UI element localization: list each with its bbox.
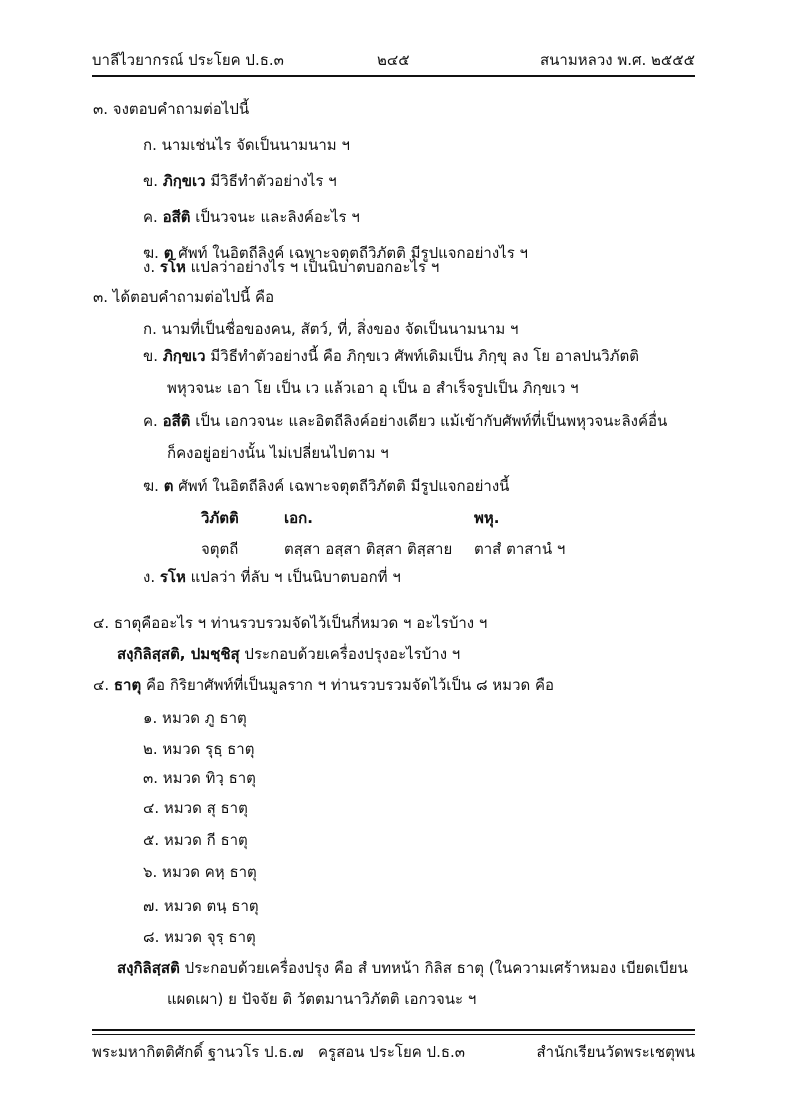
header-right: สนามหลวง พ.ศ. ๒๕๕๕: [540, 51, 695, 69]
item-text: เป็น เอกวจนะ และอิตถีลิงค์อย่างเดียว แม้เข้ากับศัพท์ที่เป็นพหุวจนะลิงค์อื่น: [190, 412, 668, 430]
item-text: เป็นวจนะ และลิงค์อะไร ฯ: [190, 208, 360, 226]
answer-4-final-text: ประกอบด้วยเครื่องปรุง คือ สํ บทหน้า กิลิส ธาตุ (ในความเศร้าหมอง เบียดเบียน: [179, 959, 688, 977]
table-header-case: วิภัตติ: [201, 509, 239, 527]
dhatu-group-item: ๔. หมวด สุ ธาตุ: [143, 799, 248, 817]
answer-3-item-e: [143, 566, 401, 588]
item-marker: ฆ.: [143, 477, 159, 495]
item-text: ศัพท์ ในอิตถีลิงค์ เฉพาะจตุตถีวิภัตติ มีรูปแจกอย่างไร ฯ: [173, 244, 528, 262]
answer-3-item-c: [143, 410, 667, 432]
answer-3-item-b: [143, 345, 639, 367]
header-rule: [92, 75, 695, 77]
item-marker: ก.: [143, 136, 157, 154]
page-footer: [92, 1040, 695, 1064]
footer-center: ครูสอน ประโยค ป.ธ.๓: [318, 1043, 466, 1061]
question-3-item-b: [143, 170, 337, 192]
item-marker: ค.: [143, 412, 158, 430]
item-term: อสีติ: [162, 208, 191, 226]
dhatu-group-item: ๕. หมวด กี ธาตุ: [143, 831, 248, 849]
item-term: รโห: [159, 568, 186, 586]
footer-rule-top: [92, 1029, 695, 1031]
question-4-terms: สงฺกิลิสฺสติ, ปมชฺชิสุ: [117, 645, 240, 663]
table-row-plural: ตาสํ ตาสานํ ฯ: [474, 540, 566, 558]
item-text: นามเช่นไร จัดเป็นนามนาม ฯ: [161, 136, 350, 154]
question-3-item-e: [143, 256, 439, 278]
item-text: มีวิธีทำตัวอย่างไร ฯ: [205, 172, 337, 190]
item-marker: ค.: [143, 208, 158, 226]
question-3-item-c: [143, 206, 360, 228]
item-marker: ก.: [143, 320, 157, 338]
item-marker: ฆ.: [143, 244, 159, 262]
answer-term: ธาตุ: [113, 676, 142, 694]
footer-right: สำนักเรียนวัดพระเชตุพน: [536, 1043, 695, 1061]
answer-number: ๔.: [93, 676, 110, 694]
table-header-singular: เอก.: [284, 509, 313, 527]
answer-3-item-c-cont: ก็คงอยู่อย่างนั้น ไม่เปลี่ยนไปตาม ฯ: [167, 444, 389, 462]
dhatu-group-item: ๗. หมวด ตนฺ ธาตุ: [143, 897, 259, 915]
question-3-title: ๓. จงตอบคำถามต่อไปนี้: [93, 100, 250, 118]
item-marker: ง.: [143, 568, 156, 586]
item-marker: ง.: [143, 258, 156, 276]
footer-rule-bottom: [92, 1034, 695, 1035]
item-marker: ข.: [143, 347, 159, 365]
table-row-singular: ตสฺสา อสฺสา ติสฺสา ติสฺสาย: [284, 540, 453, 558]
answer-text: คือ กิริยาศัพท์ที่เป็นมูลราก ฯ ท่านรวบรวมจัดไว้เป็น ๘ หมวด คือ: [141, 676, 555, 694]
answer-4-final: [117, 957, 688, 979]
item-marker: ข.: [143, 172, 159, 190]
answer-3-item-a: [143, 318, 518, 340]
question-4-line-1: ๔. ธาตุคืออะไร ฯ ท่านรวบรวมจัดไว้เป็นกี่หมวด ฯ อะไรบ้าง ฯ: [93, 614, 488, 632]
item-term: อสีติ: [162, 412, 191, 430]
answer-3-title: ๓. ได้ตอบคำถามต่อไปนี้ คือ: [93, 288, 275, 306]
answer-3-item-b-cont: พหุวจนะ เอา โย เป็น เว แล้วเอา อุ เป็น อ สำเร็จรูปเป็น ภิกฺขเว ฯ: [167, 379, 579, 397]
item-term: ต: [163, 244, 174, 262]
item-text: แปลว่า ที่ลับ ฯ เป็นนิบาตบอกที่ ฯ: [185, 568, 401, 586]
dhatu-group-item: ๘. หมวด จุรฺ ธาตุ: [143, 928, 256, 946]
dhatu-group-item: ๑. หมวด ภู ธาตุ: [143, 709, 247, 727]
item-text: นามที่เป็นชื่อของคน, สัตว์, ที่, สิ่งของ จัดเป็นนามนาม ฯ: [161, 320, 519, 338]
table-row-label: จตุตถี: [201, 540, 239, 558]
item-text: มีวิธีทำตัวอย่างนี้ คือ ภิกฺขเว ศัพท์เดิมเป็น ภิกฺขุ ลง โย อาลปนวิภัตติ: [205, 347, 640, 365]
dhatu-group-item: ๒. หมวด รุธฺ ธาตุ: [143, 740, 255, 758]
answer-3-item-d: [143, 475, 509, 497]
question-4-text: ประกอบด้วยเครื่องปรุงอะไรบ้าง ฯ: [239, 645, 461, 663]
dhatu-group-item: ๖. หมวด คหฺ ธาตุ: [143, 863, 257, 881]
table-header-plural: พหุ.: [474, 509, 500, 527]
page-number: ๒๔๕: [377, 51, 410, 69]
answer-4-final-term: สงฺกิลิสฺสติ: [117, 959, 180, 977]
answer-4-final-cont: แผดเผา) ย ปัจจัย ติ วัตตมานาวิภัตติ เอกวจนะ ฯ: [167, 990, 477, 1008]
item-text: แปลว่าอย่างไร ฯ เป็นนิบาตบอกอะไร ฯ: [185, 258, 440, 276]
question-4-line-2: [117, 643, 460, 665]
item-term: ภิกฺขเว: [162, 172, 206, 190]
answer-4-intro: [93, 674, 554, 696]
question-3-item-a: [143, 134, 350, 156]
footer-left: พระมหากิตติศักดิ์ ฐานวโร ป.ธ.๗: [92, 1043, 304, 1061]
dhatu-group-item: ๓. หมวด ทิวฺ ธาตุ: [143, 769, 256, 787]
page-header: [92, 48, 695, 74]
item-term: รโห: [159, 258, 186, 276]
item-term: ภิกฺขเว: [162, 347, 206, 365]
header-left: บาลีไวยากรณ์ ประโยค ป.ธ.๓: [92, 51, 284, 69]
item-text: ศัพท์ ในอิตถีลิงค์ เฉพาะจตุตถีวิภัตติ มีรูปแจกอย่างนี้: [173, 477, 510, 495]
item-term: ต: [163, 477, 174, 495]
